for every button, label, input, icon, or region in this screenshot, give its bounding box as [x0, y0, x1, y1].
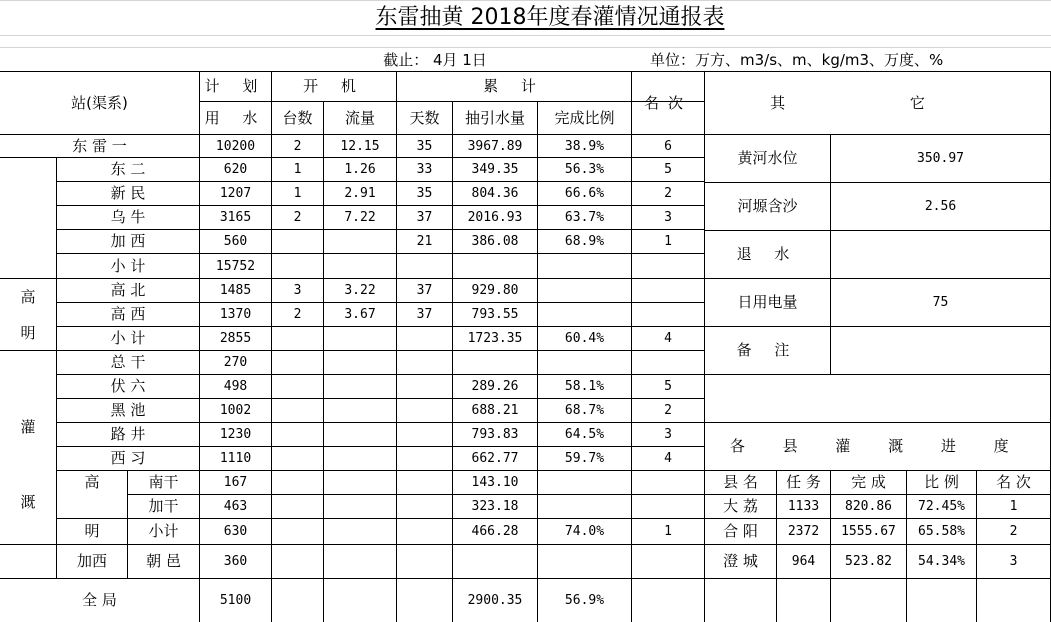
station-name: 黑 池 — [110, 401, 146, 419]
cell-days: 35 — [416, 138, 433, 154]
cell-tai — [272, 579, 323, 622]
cell-days: 37 — [416, 283, 433, 298]
cell-water: 289.26 — [471, 379, 519, 394]
border — [704, 374, 1051, 375]
cell-rank: 4 — [664, 451, 672, 466]
cell-flow — [324, 579, 396, 622]
county-cell: 54.34% — [918, 554, 965, 569]
header-leiji: 累 计 — [483, 77, 545, 95]
station-name: 伏 六 — [110, 377, 146, 395]
station-name: 小 计 — [110, 256, 146, 275]
cell-flow — [324, 519, 396, 544]
cell-days — [397, 519, 452, 544]
header-taishu: 台数 — [282, 108, 313, 127]
cell-tai — [272, 327, 323, 350]
cell-rank: 5 — [664, 162, 672, 177]
cell-plan: 630 — [223, 524, 248, 539]
station-name: 东 雷 一 — [72, 136, 127, 155]
hanyuan-label: 河塬含沙 — [737, 197, 798, 215]
cell-plan: 167 — [223, 475, 248, 490]
cell-rank — [632, 545, 704, 578]
county-cell: 1 — [1009, 499, 1018, 514]
cell-rank: 1 — [664, 234, 672, 249]
riyong-label: 日用电量 — [737, 293, 798, 311]
cell-plan: 15752 — [215, 258, 256, 274]
cell-pct: 58.1% — [564, 379, 605, 394]
cell-flow: 7.22 — [344, 210, 376, 225]
riyong-value: 75 — [932, 295, 949, 310]
county-header-ratio: 比 例 — [924, 473, 959, 491]
county-cell: 523.82 — [845, 554, 892, 569]
cell-tai — [272, 423, 323, 446]
cell-pct: 59.7% — [564, 451, 605, 466]
cell-rank: 6 — [664, 138, 672, 154]
header-plan-bottom: 用 水 — [204, 108, 267, 127]
county-cell: 1555.67 — [841, 524, 896, 539]
cell-flow — [324, 545, 396, 578]
cell-tai: 1 — [293, 186, 302, 201]
cell-tai — [272, 351, 323, 374]
cell-pct: 60.4% — [564, 331, 605, 346]
cell-days — [397, 327, 452, 350]
cell-pct: 56.3% — [564, 162, 605, 177]
tuishui-label: 退 水 — [736, 245, 799, 263]
county-header-name: 县 名 — [723, 473, 758, 491]
cell-plan: 3165 — [219, 210, 252, 225]
cell-flow — [324, 327, 396, 350]
group-label-ming: 明 — [20, 323, 36, 342]
cell-flow — [324, 423, 396, 446]
cell-plan: 10200 — [215, 138, 256, 154]
cell-flow — [324, 230, 396, 253]
unit-text: 单位：万方、m3/s、m、kg/m3、万度、% — [650, 50, 944, 69]
cell-days: 35 — [416, 186, 433, 201]
cell-days — [397, 579, 452, 622]
cell-rank: 2 — [664, 186, 672, 201]
cell-rank — [632, 279, 704, 302]
header-liuliang: 流量 — [344, 108, 375, 127]
cell-tai: 2 — [293, 307, 302, 322]
cell-pct: 56.9% — [564, 593, 605, 608]
cell-tai: 2 — [293, 138, 302, 154]
cell-plan: 1002 — [219, 403, 252, 418]
cell-days: 37 — [416, 210, 433, 225]
cell-tai — [272, 254, 323, 278]
cell-tai — [272, 447, 323, 470]
station-name: 小计 — [148, 522, 179, 540]
cell-pct: 64.5% — [564, 427, 605, 442]
cell-plan: 5100 — [219, 593, 252, 608]
subgroup-label-gao: 高 — [84, 473, 100, 491]
huanghe-value: 350.97 — [917, 151, 964, 166]
header-tianshu: 天数 — [409, 108, 440, 127]
station-name: 全 局 — [82, 591, 117, 609]
cell-water — [453, 545, 537, 578]
station-name: 新 民 — [110, 184, 146, 202]
cell-plan: 1485 — [219, 283, 252, 298]
cell-water: 143.10 — [471, 475, 519, 490]
cell-days: 37 — [416, 307, 433, 322]
cell-days — [397, 399, 452, 422]
gridline — [0, 47, 1051, 48]
cell-flow: 3.22 — [344, 283, 376, 298]
county-progress-title: 各 县 灌 溉 进 度 — [729, 437, 1026, 455]
county-cell: 2 — [1009, 524, 1018, 539]
deadline-text: 截止： 4月 1日 — [383, 50, 487, 69]
cell-rank — [632, 471, 704, 494]
county-cell: 65.58% — [918, 524, 965, 539]
header-station: 站(渠系) — [71, 93, 128, 112]
cell-rank — [632, 351, 704, 374]
cell-days: 21 — [416, 234, 433, 249]
cell-rank — [632, 254, 704, 278]
county-cell: 964 — [791, 554, 816, 569]
cell-days — [397, 495, 452, 518]
station-name: 加干 — [148, 497, 179, 515]
county-header-rank: 名 次 — [996, 473, 1031, 491]
station-name: 总 干 — [110, 353, 146, 371]
cell-rank: 1 — [664, 524, 672, 539]
cell-flow — [324, 351, 396, 374]
cell-plan: 360 — [223, 554, 248, 569]
cell-rank — [632, 495, 704, 518]
cell-days — [397, 254, 452, 278]
cell-rank: 3 — [664, 210, 672, 225]
cell-flow: 12.15 — [340, 138, 380, 154]
subgroup-label-jiaxi: 加西 — [76, 552, 107, 570]
cell-rank — [632, 579, 704, 622]
cell-tai — [272, 375, 323, 398]
cell-pct: 68.9% — [564, 234, 605, 249]
station-name: 路 井 — [110, 425, 146, 443]
header-chouyin: 抽引水量 — [464, 108, 525, 127]
gridline — [0, 35, 1051, 36]
cell-days — [397, 375, 452, 398]
cell-days — [397, 423, 452, 446]
cell-days — [397, 447, 452, 470]
cell-tai — [272, 545, 323, 578]
cell-flow — [324, 399, 396, 422]
station-name: 西 习 — [110, 449, 146, 467]
county-cell: 1133 — [787, 499, 820, 514]
cell-tai — [272, 230, 323, 253]
cell-days — [397, 351, 452, 374]
cell-water: 804.36 — [471, 186, 519, 201]
cell-pct — [538, 351, 631, 374]
cell-pct: 66.6% — [564, 186, 605, 201]
header-mingci: 名次 — [643, 93, 692, 112]
subgroup-label-ming: 明 — [84, 522, 100, 540]
cell-tai: 3 — [293, 283, 302, 298]
cell-water: 386.08 — [471, 234, 519, 249]
cell-plan: 620 — [223, 162, 248, 177]
cell-plan: 2855 — [219, 331, 252, 346]
cell-water: 662.77 — [471, 451, 519, 466]
header-qita: 其 它 — [770, 93, 985, 112]
station-name: 东 二 — [110, 160, 146, 178]
cell-pct — [538, 545, 631, 578]
cell-water: 2900.35 — [467, 593, 523, 608]
cell-plan: 1370 — [219, 307, 252, 322]
cell-pct: 74.0% — [564, 524, 605, 539]
cell-days: 33 — [416, 162, 433, 177]
cell-plan: 1230 — [219, 427, 252, 442]
cell-flow — [324, 375, 396, 398]
county-cell: 820.86 — [845, 499, 892, 514]
cell-pct — [538, 303, 631, 326]
cell-pct — [538, 471, 631, 494]
cell-rank: 5 — [664, 379, 672, 394]
cell-water: 793.83 — [471, 427, 519, 442]
cell-days — [397, 545, 452, 578]
cell-tai — [272, 399, 323, 422]
station-name: 南干 — [148, 473, 179, 491]
station-name: 乌 牛 — [110, 208, 146, 226]
cell-flow — [324, 254, 396, 278]
cell-plan: 560 — [223, 234, 248, 249]
cell-rank: 3 — [664, 427, 672, 442]
cell-tai: 1 — [293, 162, 302, 177]
cell-days — [397, 471, 452, 494]
cell-flow: 2.91 — [344, 186, 376, 201]
cell-plan: 270 — [223, 355, 248, 370]
cell-plan: 1207 — [219, 186, 252, 201]
cell-water: 688.21 — [471, 403, 519, 418]
cell-rank: 4 — [664, 331, 672, 346]
gridline — [0, 0, 1051, 1]
cell-flow — [324, 447, 396, 470]
county-cell: 72.45% — [918, 499, 965, 514]
cell-water: 793.55 — [471, 307, 519, 322]
station-name: 高 北 — [110, 281, 146, 299]
cell-water — [453, 254, 537, 278]
header-kaiji: 开 机 — [303, 77, 365, 95]
cell-flow — [324, 495, 396, 518]
cell-water: 1723.35 — [467, 331, 523, 346]
hanyuan-value: 2.56 — [924, 199, 957, 214]
station-name: 加 西 — [110, 232, 146, 250]
cell-water: 2016.93 — [467, 210, 523, 225]
cell-flow: 1.26 — [344, 162, 376, 177]
county-cell: 合 阳 — [723, 522, 758, 540]
station-name: 高 西 — [110, 305, 146, 323]
cell-water: 323.18 — [471, 499, 519, 514]
county-cell: 2372 — [787, 524, 820, 539]
cell-plan: 498 — [223, 379, 248, 394]
county-header-done: 完 成 — [851, 473, 886, 491]
group-label-guan: 灌 — [20, 417, 36, 436]
cell-water — [453, 351, 537, 374]
county-cell: 3 — [1009, 554, 1018, 569]
cell-pct: 68.7% — [564, 403, 605, 418]
cell-tai — [272, 495, 323, 518]
cell-rank — [632, 303, 704, 326]
cell-flow: 3.67 — [344, 307, 376, 322]
cell-pct — [538, 279, 631, 302]
report-title: 东雷抽黄 2018年度春灌情况通报表 — [375, 5, 725, 30]
cell-flow — [324, 471, 396, 494]
cell-rank: 2 — [664, 403, 672, 418]
cell-pct — [538, 495, 631, 518]
cell-tai: 2 — [293, 210, 302, 225]
cell-pct: 38.9% — [564, 138, 605, 154]
cell-tai — [272, 471, 323, 494]
beizhu-label: 备 注 — [736, 341, 799, 359]
cell-plan: 463 — [223, 499, 248, 514]
cell-pct — [538, 254, 631, 278]
county-cell: 澄 城 — [723, 552, 758, 570]
cell-tai — [272, 519, 323, 544]
station-name: 小 计 — [110, 329, 146, 347]
header-wancheng: 完成比例 — [554, 108, 615, 127]
group-label-gao: 高 — [20, 287, 36, 306]
cell-plan: 1110 — [219, 451, 252, 466]
cell-water: 349.35 — [471, 162, 519, 177]
cell-pct: 63.7% — [564, 210, 605, 225]
cell-water: 3967.89 — [467, 138, 523, 154]
cell-water: 466.28 — [471, 524, 519, 539]
group-label-gai: 溉 — [20, 492, 36, 511]
huanghe-label: 黄河水位 — [737, 149, 798, 167]
cell-water: 929.80 — [471, 283, 519, 298]
station-name: 朝 邑 — [146, 552, 181, 570]
county-header-task: 任 务 — [786, 473, 821, 491]
header-plan-top: 计 划 — [204, 77, 267, 95]
county-cell: 大 荔 — [723, 497, 758, 515]
